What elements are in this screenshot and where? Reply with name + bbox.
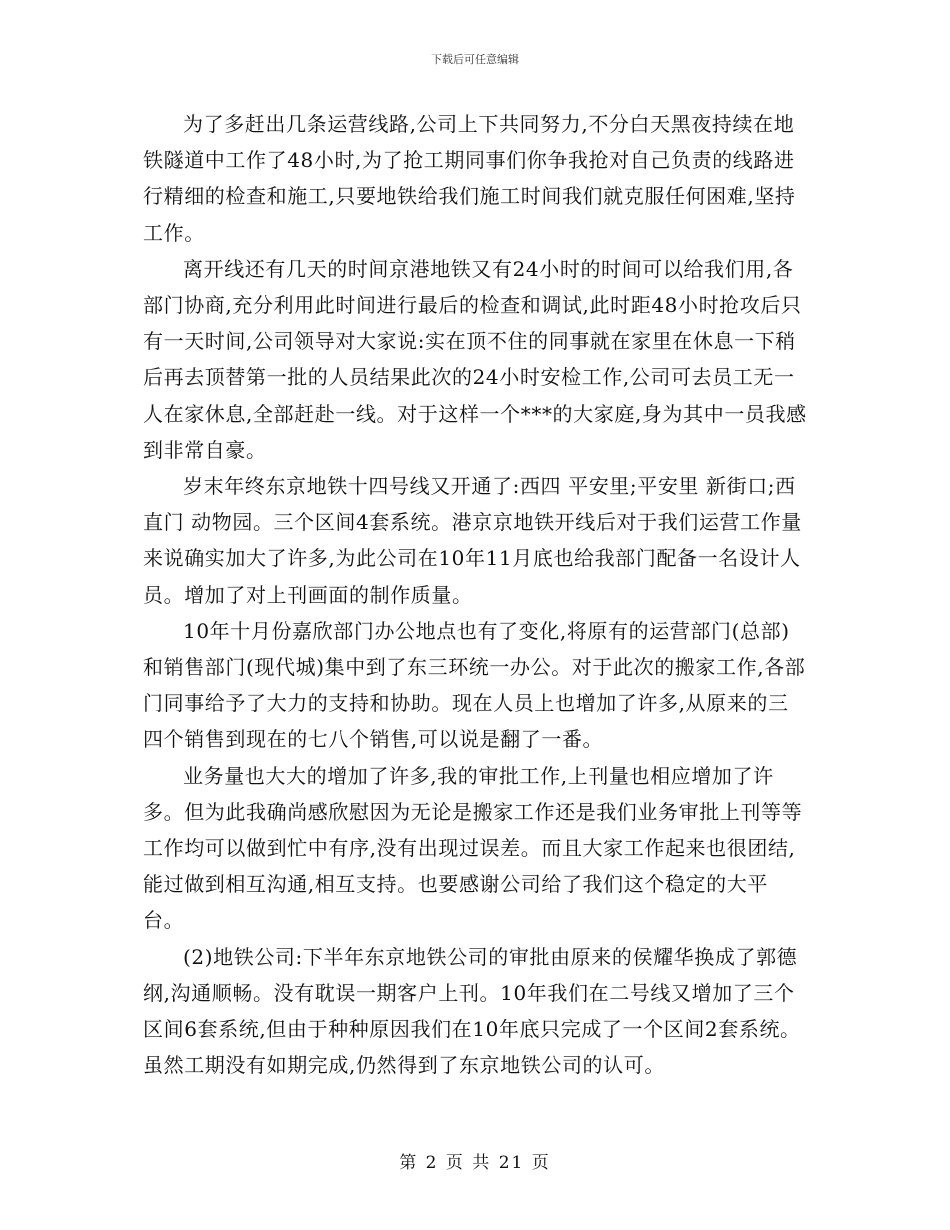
- paragraph: 岁末年终东京地铁十四号线又开通了:西四 平安里;平安里 新街口;西直门 动物园。三个区间4套系统。港京京地铁开线后对于我们运营工作量来说确实加大了许多,为此公司在10年11月底也给我部门配备一名设计人员。增加了对上刊画面的制作质量。: [143, 474, 802, 607]
- paragraph: 10年十月份嘉欣部门办公地点也有了变化,将原有的运营部门(总部)和销售部门(现代城)集中到了东三环统一办公。对于此次的搬家工作,各部门同事给予了大力的支持和协助。现在人员上也增加了许多,从原来的三四个销售到现在的七八个销售,可以说是翻了一番。: [143, 618, 806, 752]
- paragraph: 业务量也大大的增加了许多,我的审批工作,上刊量也相应增加了许多。但为此我确尚感欣慰因为无论是搬家工作还是我们业务审批上刊等等工作均可以做到忙中有序,没有出现过误差。而且大家工作起来也很团结,能过做到相互沟通,相互支持。也要感谢公司给了我们这个稳定的大平台。: [143, 763, 803, 933]
- page-number-footer: 第 2 页 共 21 页: [399, 1153, 551, 1173]
- paragraph: 离开线还有几天的时间京港地铁又有24小时的时间可以给我们用,各部门协商,充分利用此时间进行最后的检查和调试,此时距48小时抢攻后只有一天时间,公司领导对大家说:实在顶不住的同事就在家里在休息一下稍后再去顶替第一批的人员结果此次的24小时安检工作,公司可去员工无一人在家休息,全部赶赴一线。对于这样一个***的大家庭,身为其中一员我感到非常自豪。: [143, 256, 807, 462]
- document-body: [143, 106, 809, 1083]
- paragraph: 为了多赶出几条运营线路,公司上下共同努力,不分白天黑夜持续在地铁隧道中工作了48小时,为了抢工期同事们你争我抢对自己负责的线路进行精细的检查和施工,只要地铁给我们施工时间我们就克服任何困难,坚持工作。: [143, 112, 796, 245]
- paragraph: (2)地铁公司:下半年东京地铁公司的审批由原来的侯耀华换成了郭德纲,沟通顺畅。没有耽误一期客户上刊。10年我们在二号线又增加了三个区间6套系统,但由于种种原因我们在10年底只完成了一个区间2套系统。虽然工期没有如期完成,仍然得到了东京地铁公司的认可。: [143, 944, 801, 1078]
- page-header: 下载后可任意编辑: [431, 53, 519, 66]
